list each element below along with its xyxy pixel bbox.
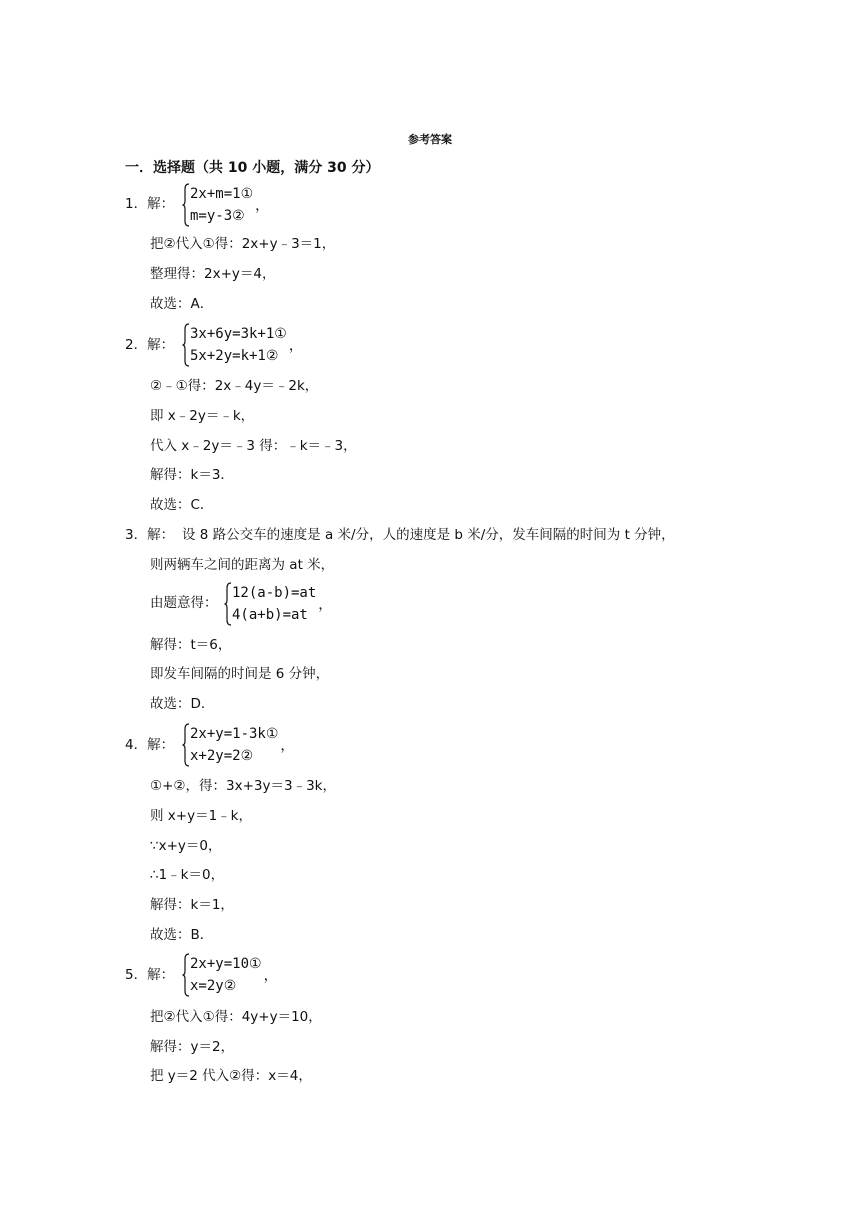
q1-eq1: 2x+m=1① [190,186,254,202]
q5-step-1: 把②代入①得：4y+y＝10， [150,1009,322,1025]
section-heading: 一．选择题（共 10 小题，满分 30 分） [125,160,380,176]
q4-step-5: 解得：k＝1， [150,897,234,913]
q2-eq1: 3x+6y=3k+1① [190,326,287,342]
q4-eq1: 2x+y=1-3k① [190,726,279,742]
q3-eq1: 12(a-b)=at [232,585,317,601]
q4-step-2: 则 x+y＝1﹣k， [150,808,252,824]
q2-answer: 故选：C． [150,497,214,513]
q1-number: 1．解： [125,196,175,212]
q2-eq2: 5x+2y=k+1② [190,348,279,364]
q5-step-3: 把 y＝2 代入②得：x＝4， [150,1068,312,1084]
q3-eq2: 4(a+b)=at [232,607,308,623]
q3-distance: 则两辆车之间的距离为 at 米， [150,557,335,573]
q3-prefix: 由题意得： [150,595,218,611]
q5-eq1: 2x+y=10① [190,956,262,972]
q1-answer: 故选：A． [150,296,214,312]
q1-step-1: 把②代入①得：2x+y﹣3＝1， [150,236,336,252]
q4-eq2: x+2y=2② [190,748,254,764]
q3-comma: ， [318,597,333,613]
q5-eq2: x=2y② [190,978,237,994]
q2-step-3: 代入 x﹣2y＝﹣3 得：﹣k＝﹣3， [150,438,357,454]
q4-number: 4．解： [125,737,175,753]
q4-step-1: ①+②，得：3x+3y＝3﹣3k， [150,778,336,794]
q4-step-4: ∴1﹣k＝0， [150,867,225,883]
brace-icon [182,323,190,367]
q2-number: 2．解： [125,337,175,353]
q5-comma: ， [263,968,278,984]
brace-icon [182,723,190,767]
q5-step-2: 解得：y＝2， [150,1039,235,1055]
q4-equation-system [182,723,294,767]
brace-icon [182,953,190,997]
q1-equation-system [182,183,269,227]
q5-equation-system [182,953,278,997]
q4-comma: ， [280,738,295,754]
q3-equation-system [224,582,332,626]
q2-comma: ， [288,338,303,354]
brace-icon [182,183,190,227]
q2-equation-system [182,323,303,367]
q1-step-2: 整理得：2x+y＝4， [150,266,276,282]
q2-step-4: 解得：k＝3． [150,467,234,483]
q2-step-1: ②﹣①得：2x﹣4y＝﹣2k， [150,378,319,394]
q1-eq2: m=y-3② [190,208,245,224]
q3-step-1: 解得：t＝6， [150,637,232,653]
page-title: 参考答案 [408,133,452,146]
q5-number: 5．解： [125,967,175,983]
q3-answer: 故选：D． [150,696,215,712]
q1-comma: ， [255,198,270,214]
brace-icon [224,582,232,626]
q3-number: 3．解： [125,527,175,543]
q4-answer: 故选：B． [150,927,214,943]
q4-step-3: ∵x+y＝0， [150,838,222,854]
q3-setup: 设 8 路公交车的速度是 a 米/分，人的速度是 b 米/分，发车间隔的时间为 t 分钟， [182,527,675,543]
q2-step-2: 即 x﹣2y＝﹣k， [150,408,255,424]
q3-step-2: 即发车间隔的时间是 6 分钟， [150,666,330,682]
